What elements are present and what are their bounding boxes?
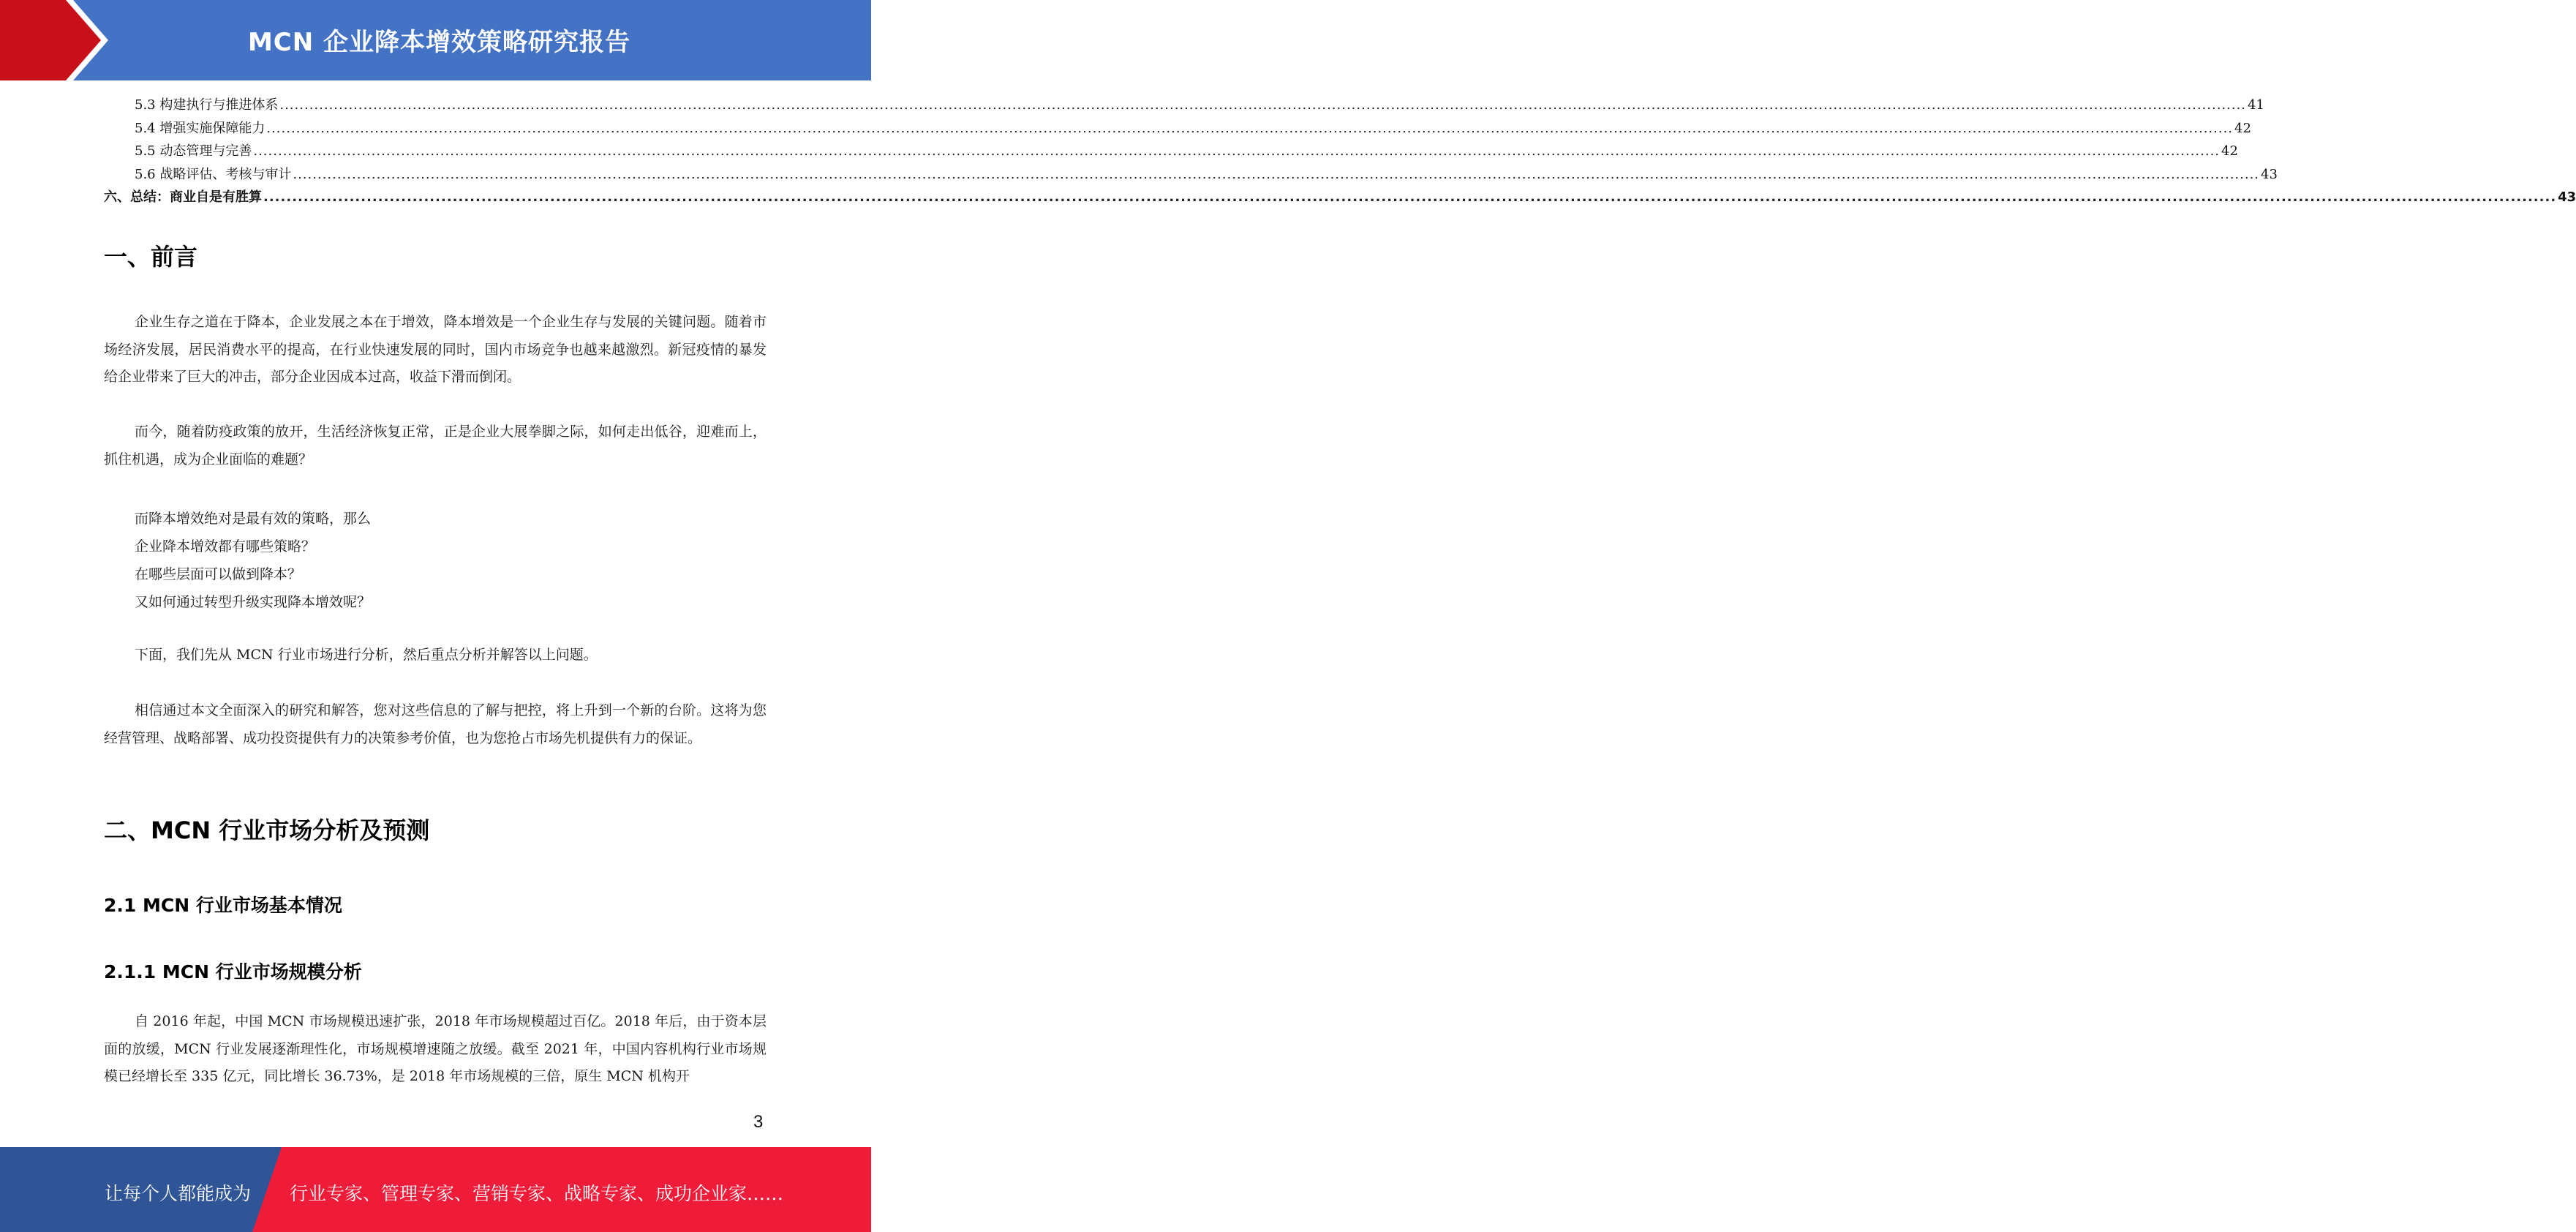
report-title: MCN 企业降本增效策略研究报告	[247, 28, 631, 57]
page-number: 3	[753, 1112, 764, 1132]
toc-entry-page: 41	[2248, 97, 2264, 113]
toc-dot-leader: ................................................................................................................................................................................................................................................................................................................................................................................................................	[293, 166, 2260, 182]
paragraph: 下面，我们先从 MCN 行业市场进行分析，然后重点分析并解答以上问题。	[135, 647, 598, 663]
question-line: 企业降本增效都有哪些策略？	[135, 538, 316, 555]
toc-entry-page: 42	[2234, 120, 2251, 136]
table-of-contents	[104, 94, 2576, 209]
toc-entry[interactable]	[104, 186, 2576, 209]
toc-entry-label: 5.3 构建执行与推进体系	[135, 97, 279, 113]
toc-entry[interactable]	[104, 117, 2251, 140]
question-line: 而降本增效绝对是最有效的策略，那么	[135, 511, 372, 527]
question-line: 又如何通过转型升级实现降本增效呢？	[135, 594, 372, 610]
paragraph: 企业生存之道在于降本，企业发展之本在于增效，降本增效是一个企业生存与发展的关键问题。随着市场经济发展，居民消费水平的提高，在行业快速发展的同时，国内市场竞争也越来越激烈。新冠疫情的暴发给企业带来了巨大的冲击，部分企业因成本过高，收益下滑而倒闭。	[104, 314, 767, 385]
footer-slogan-left: 让每个人都能成为	[105, 1183, 252, 1204]
toc-dot-leader: ................................................................................................................................................................................................................................................................................................................................................................................................................	[279, 97, 2247, 113]
toc-entry-page: 43	[2261, 166, 2278, 182]
paragraph: 自 2016 年起，中国 MCN 市场规模迅速扩张，2018 年市场规模超过百亿。2018 年后，由于资本层面的放缓，MCN 行业发展逐渐理性化，市场规模增速随之放缓。截至 2021 年，中国内容机构行业市场规模已经增长至 335 亿元，同比增长 36.73%，是 2018 年市场规模的三倍，原生 MCN 机构开	[104, 1013, 767, 1084]
toc-entry[interactable]	[104, 163, 2278, 187]
toc-dot-leader: ................................................................................................................................................................................................................................................................................................................................................................................................................	[253, 143, 2221, 159]
section-heading-preface: 一、前言	[104, 243, 198, 271]
toc-dot-leader: ................................................................................................................................................................................................................................................................................................................................................................................................................	[266, 120, 2234, 136]
toc-entry[interactable]	[104, 94, 2264, 117]
subsection-heading: 2.1.1 MCN 行业市场规模分析	[104, 961, 362, 983]
section-heading-market-analysis: 二、MCN 行业市场分析及预测	[104, 816, 430, 844]
toc-entry[interactable]	[104, 140, 2238, 163]
paragraph: 而今，随着防疫政策的放开，生活经济恢复正常，正是企业大展拳脚之际，如何走出低谷，迎难而上，抓住机遇，成为企业面临的难题？	[104, 424, 767, 467]
footer-slogan-right: 行业专家、管理专家、营销专家、战略专家、成功企业家……	[290, 1183, 784, 1204]
header-banner	[0, 0, 871, 80]
toc-entry-label: 六、总结：商业自是有胜算	[104, 189, 262, 205]
question-line: 在哪些层面可以做到降本？	[135, 566, 302, 582]
toc-entry-page: 42	[2221, 143, 2238, 159]
subsection-heading: 2.1 MCN 行业市场基本情况	[104, 895, 342, 916]
toc-entry-label: 5.6 战略评估、考核与审计	[135, 166, 292, 182]
toc-entry-label: 5.4 增强实施保障能力	[135, 120, 265, 136]
toc-dot-leader: ................................................................................................................................................................................................................................................................................................................................................................................................................	[263, 189, 2557, 205]
toc-entry-label: 5.5 动态管理与完善	[135, 143, 252, 159]
paragraph: 相信通过本文全面深入的研究和解答，您对这些信息的了解与把控，将上升到一个新的台阶。这将为您经营管理、战略部署、成功投资提供有力的决策参考价值，也为您抢占市场先机提供有力的保证。	[104, 702, 767, 746]
toc-entry-page: 43	[2558, 189, 2576, 205]
footer-banner	[0, 1147, 871, 1232]
